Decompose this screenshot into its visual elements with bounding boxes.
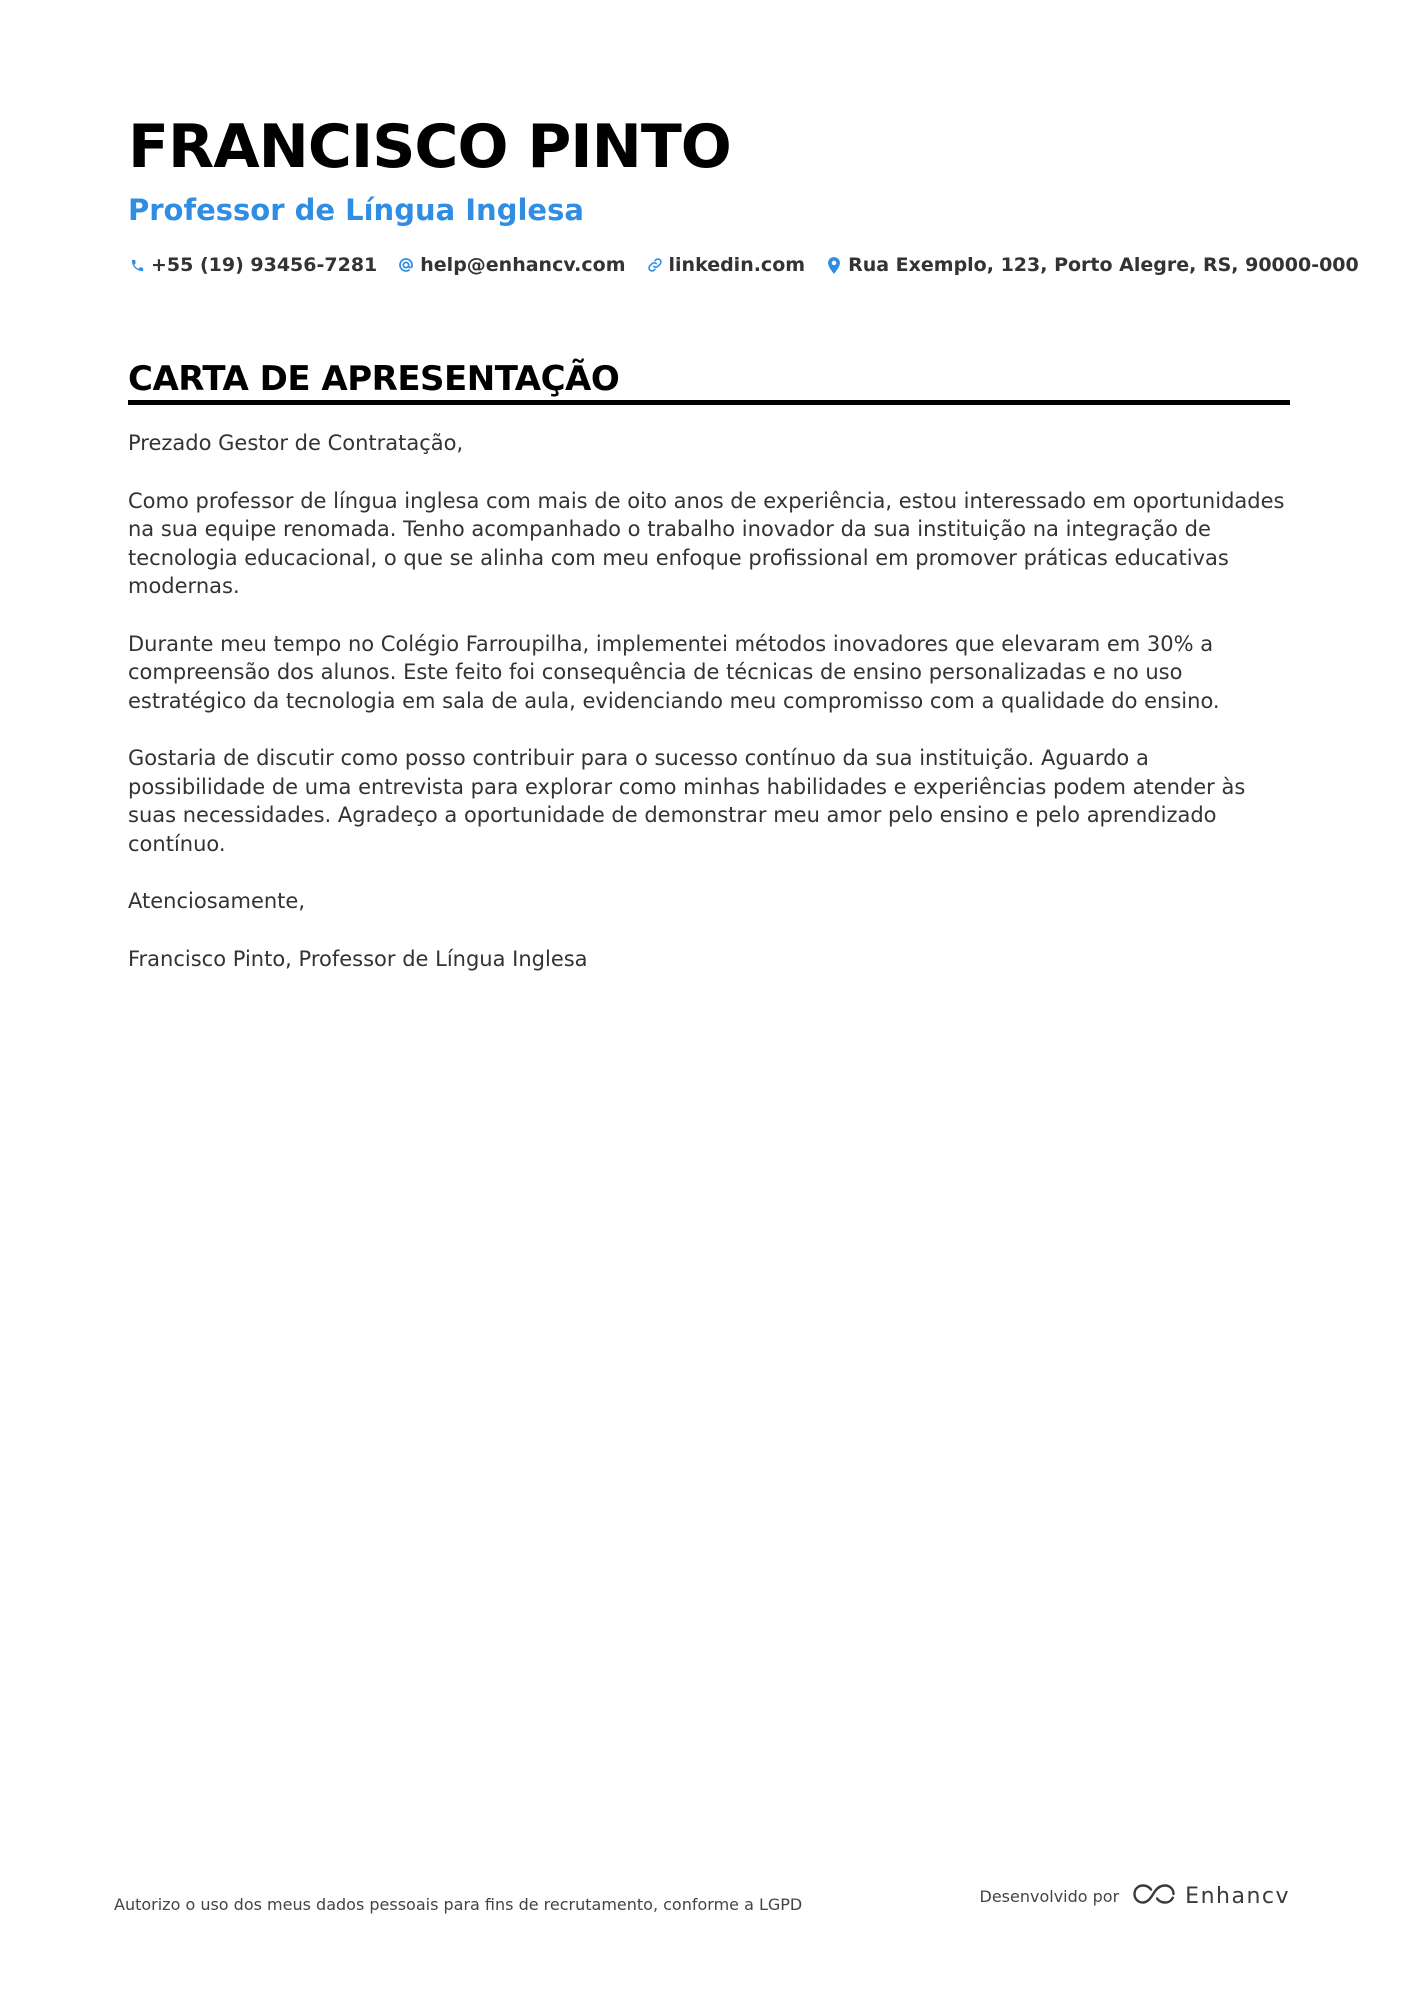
letter-signature: Francisco Pinto, Professor de Língua Inglesa [128,946,588,971]
section-title: CARTA DE APRESENTAÇÃO [128,359,620,399]
cover-letter-page [128,110,1359,1002]
location-pin-icon [825,256,843,274]
powered-by-label: Desenvolvido por [979,1886,1120,1906]
letter-body [128,429,1290,973]
letter-greeting: Prezado Gestor de Contratação, [128,431,464,455]
letter-paragraph: Durante meu tempo no Colégio Farroupilha, implementei métodos inovadores que elevaram em 30% a compreensão dos alunos. Este feito foi consequência de técnicas de ensino personalizadas e no uso estratégico da tecnologia em sala de aula, evidenciando meu compromisso com a qualidade do ensino. [128,631,1220,713]
footer-branding [980,1882,1290,1910]
address-text: Rua Exemplo, 123, Porto Alegre, RS, 90000-000 [848,254,1359,276]
contact-phone[interactable] [128,254,377,276]
contact-email[interactable] [397,254,625,276]
job-title: Professor de Língua Inglesa [128,193,584,227]
letter-paragraph: Como professor de língua inglesa com mais de oito anos de experiência, estou interessado em oportunidades na sua equipe renomada. Tenho acompanhado o trabalho inovador da sua instituição na integração de tecnologia educacional, o que se alinha com meu enfoque profissional em promover práticas educativas modernas. [128,488,1285,598]
letter-paragraph: Gostaria de discutir como posso contribuir para o sucesso contínuo da sua instituição. Aguardo a possibilidade de uma entrevista para explorar como minhas habilidades e experiências podem atender às suas necessidades. Agradeço a oportunidade de demonstrar meu amor pelo ensino e pelo aprendizado contínuo. [128,746,1246,856]
contact-bar [128,254,1359,276]
brand-name: Enhancv [1185,1883,1290,1909]
email-text: help@enhancv.com [420,254,626,276]
linkedin-text: linkedin.com [668,254,806,276]
phone-text: +55 (19) 93456-7281 [151,254,378,276]
at-icon [397,256,415,274]
section-divider [128,400,1290,405]
footer-consent: Autorizo o uso dos meus dados pessoais para fins de recrutamento, conforme a LGPD [114,1895,803,1914]
contact-address [825,254,1359,276]
phone-icon [128,256,146,274]
link-icon [646,256,664,274]
letter-closing: Atenciosamente, [128,889,306,913]
candidate-name: FRANCISCO PINTO [128,112,731,182]
infinity-icon [1131,1882,1177,1910]
contact-linkedin[interactable] [646,254,806,276]
enhancv-logo[interactable] [1131,1882,1290,1910]
